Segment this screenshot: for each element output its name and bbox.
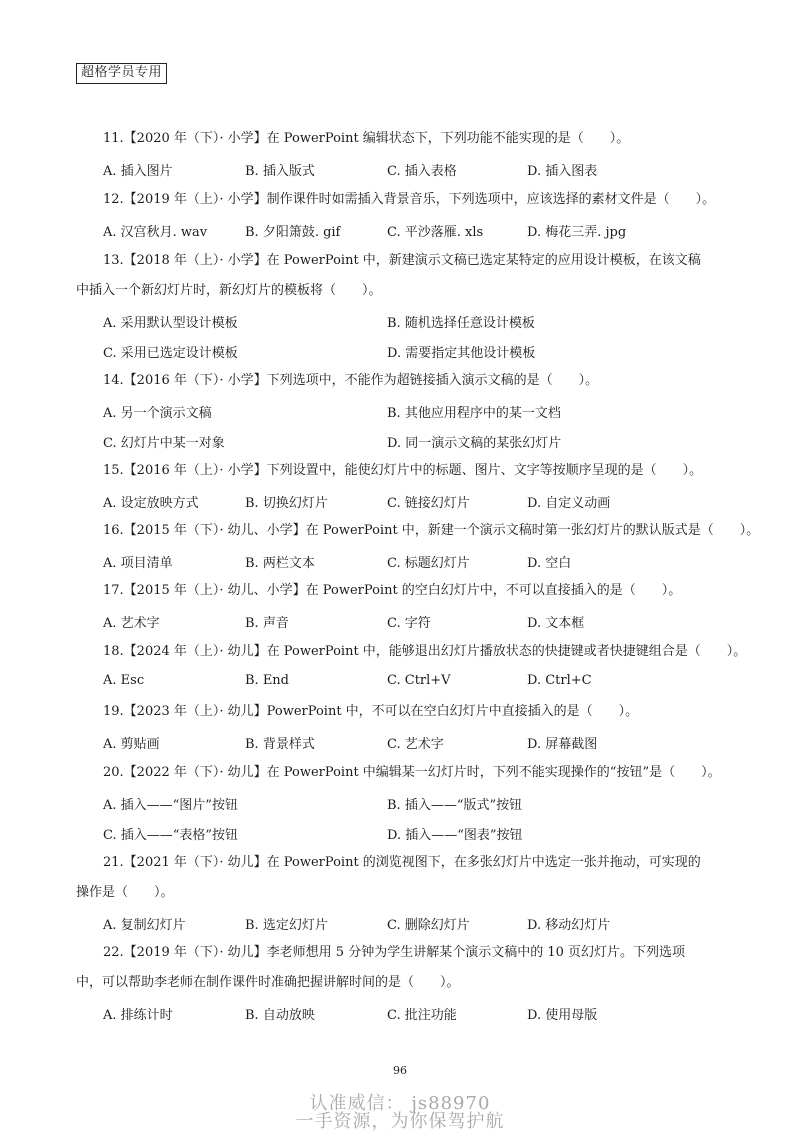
question-20-stem: 20.【2022 年（下）· 幼儿】在 PowerPoint 中编辑某一幻灯片时，下列不能实现操作的“按钮”是（ ）。 — [103, 765, 721, 780]
option-b: B. 选定幻灯片 — [245, 918, 328, 933]
question-12-options — [103, 221, 703, 241]
option-d: D. 空白 — [527, 556, 572, 571]
option-a: A. 项目清单 — [103, 556, 173, 571]
option-d: D. 插入——“图表”按钮 — [387, 828, 523, 843]
question-18-options — [103, 673, 703, 693]
option-a: A. 插入图片 — [103, 164, 173, 179]
option-b: B. 其他应用程序中的某一文档 — [387, 406, 561, 421]
question-17-options — [103, 612, 703, 632]
option-d: D. 同一演示文稿的某张幻灯片 — [387, 436, 562, 451]
watermark-line-2: 一手资源，为你保驾护航 — [295, 1111, 505, 1132]
option-c: C. 采用已选定设计模板 — [103, 346, 238, 361]
option-c: C. 插入——“表格”按钮 — [103, 828, 239, 843]
question-13-options — [103, 312, 703, 332]
question-12-stem: 12.【2019 年（上）· 小学】制作课件时如需插入背景音乐，下列选项中，应该选择的素材文件是（ ）。 — [103, 192, 716, 207]
option-c: C. 字符 — [387, 616, 431, 631]
question-19-options — [103, 733, 703, 753]
header-tag: 超格学员专用 — [76, 63, 167, 84]
option-d: D. 文本框 — [527, 616, 585, 631]
option-d: D. 屏幕截图 — [527, 737, 598, 752]
option-c: C. 链接幻灯片 — [387, 496, 470, 511]
option-c: C. 平沙落雁. xls — [387, 225, 484, 240]
question-11-stem: 11.【2020 年（下）· 小学】在 PowerPoint 编辑状态下，下列功能不能实现的是（ ）。 — [103, 131, 630, 146]
option-c: C. Ctrl+V — [387, 673, 451, 688]
option-a: A. 复制幻灯片 — [103, 918, 186, 933]
option-a: A. 艺术字 — [103, 616, 160, 631]
option-b: B. 插入——“版式”按钮 — [387, 798, 523, 813]
question-21-options — [103, 914, 703, 934]
option-c: C. 幻灯片中某一对象 — [103, 436, 225, 451]
page-number: 96 — [393, 1064, 407, 1077]
question-13-stem: 13.【2018 年（上）· 小学】在 PowerPoint 中，新建演示文稿已选定某特定的应用设计模板，在该文稿中插入一个新幻灯片时，新幻灯片的模板将（ ）。 — [76, 253, 701, 298]
option-c: C. 删除幻灯片 — [387, 918, 470, 933]
question-18-stem: 18.【2024 年（上）· 幼儿】在 PowerPoint 中，能够退出幻灯片播放状态的快捷键或者快捷键组合是（ ）。 — [103, 644, 747, 659]
question-20-options — [103, 794, 703, 814]
question-16-stem: 16.【2015 年（下）· 幼儿、小学】在 PowerPoint 中，新建一个演示文稿时第一张幻灯片的默认版式是（ ）。 — [103, 523, 760, 538]
question-14-options — [103, 402, 703, 422]
option-a: A. 汉宫秋月. wav — [103, 225, 208, 240]
option-a: A. 另一个演示文稿 — [103, 406, 212, 421]
option-d: D. 移动幻灯片 — [527, 918, 611, 933]
option-a: A. Esc — [103, 673, 145, 688]
watermark-line-1: 认准威信： js88970 — [309, 1093, 491, 1114]
option-b: B. 插入版式 — [245, 164, 315, 179]
option-a: A. 设定放映方式 — [103, 496, 199, 511]
option-d: D. 插入图表 — [527, 164, 598, 179]
option-a: A. 采用默认型设计模板 — [103, 316, 238, 331]
option-c: C. 插入表格 — [387, 164, 457, 179]
option-a: A. 插入——“图片”按钮 — [103, 798, 238, 813]
option-c: C. 批注功能 — [387, 1008, 457, 1023]
question-19-stem: 19.【2023 年（上）· 幼儿】PowerPoint 中，不可以在空白幻灯片中直接插入的是（ ）。 — [103, 704, 639, 719]
option-d: D. 梅花三弄. jpg — [527, 225, 627, 240]
question-22-options — [103, 1004, 703, 1024]
option-c: C. 艺术字 — [387, 737, 444, 752]
option-a: A. 剪贴画 — [103, 737, 160, 752]
option-b: B. End — [245, 673, 290, 688]
question-22-stem: 22.【2019 年（下）· 幼儿】李老师想用 5 分钟为学生讲解某个演示文稿中的 10 页幻灯片。下列选项中，可以帮助李老师在制作课件时准确把握讲解时间的是（ ）。 — [76, 945, 685, 990]
option-b: B. 切换幻灯片 — [245, 496, 328, 511]
option-d: D. 需要指定其他设计模板 — [387, 346, 536, 361]
option-b: B. 两栏文本 — [245, 556, 315, 571]
option-b: B. 自动放映 — [245, 1008, 315, 1023]
option-b: B. 随机选择任意设计模板 — [387, 316, 535, 331]
question-15-stem: 15.【2016 年（上）· 小学】下列设置中，能使幻灯片中的标题、图片、文字等按顺序呈现的是（ ）。 — [103, 463, 703, 478]
option-a: A. 排练计时 — [103, 1008, 173, 1023]
question-14-options-row2 — [103, 432, 703, 452]
option-d: D. Ctrl+C — [527, 673, 592, 688]
option-b: B. 夕阳箫鼓. gif — [245, 225, 341, 240]
question-20-options-row2 — [103, 824, 703, 844]
option-b: B. 声音 — [245, 616, 289, 631]
question-13-options-row2 — [103, 342, 703, 362]
question-17-stem: 17.【2015 年（上）· 幼儿、小学】在 PowerPoint 的空白幻灯片中，不可以直接插入的是（ ）。 — [103, 583, 682, 598]
question-14-stem: 14.【2016 年（下）· 小学】下列选项中，不能作为超链接插入演示文稿的是（ ）。 — [103, 373, 599, 388]
question-11-options — [103, 160, 703, 180]
question-21-stem: 21.【2021 年（下）· 幼儿】在 PowerPoint 的浏览视图下，在多张幻灯片中选定一张并拖动，可实现的操作是（ ）。 — [76, 855, 701, 900]
question-15-options — [103, 492, 703, 512]
option-d: D. 自定义动画 — [527, 496, 611, 511]
option-b: B. 背景样式 — [245, 737, 315, 752]
option-c: C. 标题幻灯片 — [387, 556, 470, 571]
question-16-options — [103, 552, 703, 572]
option-d: D. 使用母版 — [527, 1008, 598, 1023]
